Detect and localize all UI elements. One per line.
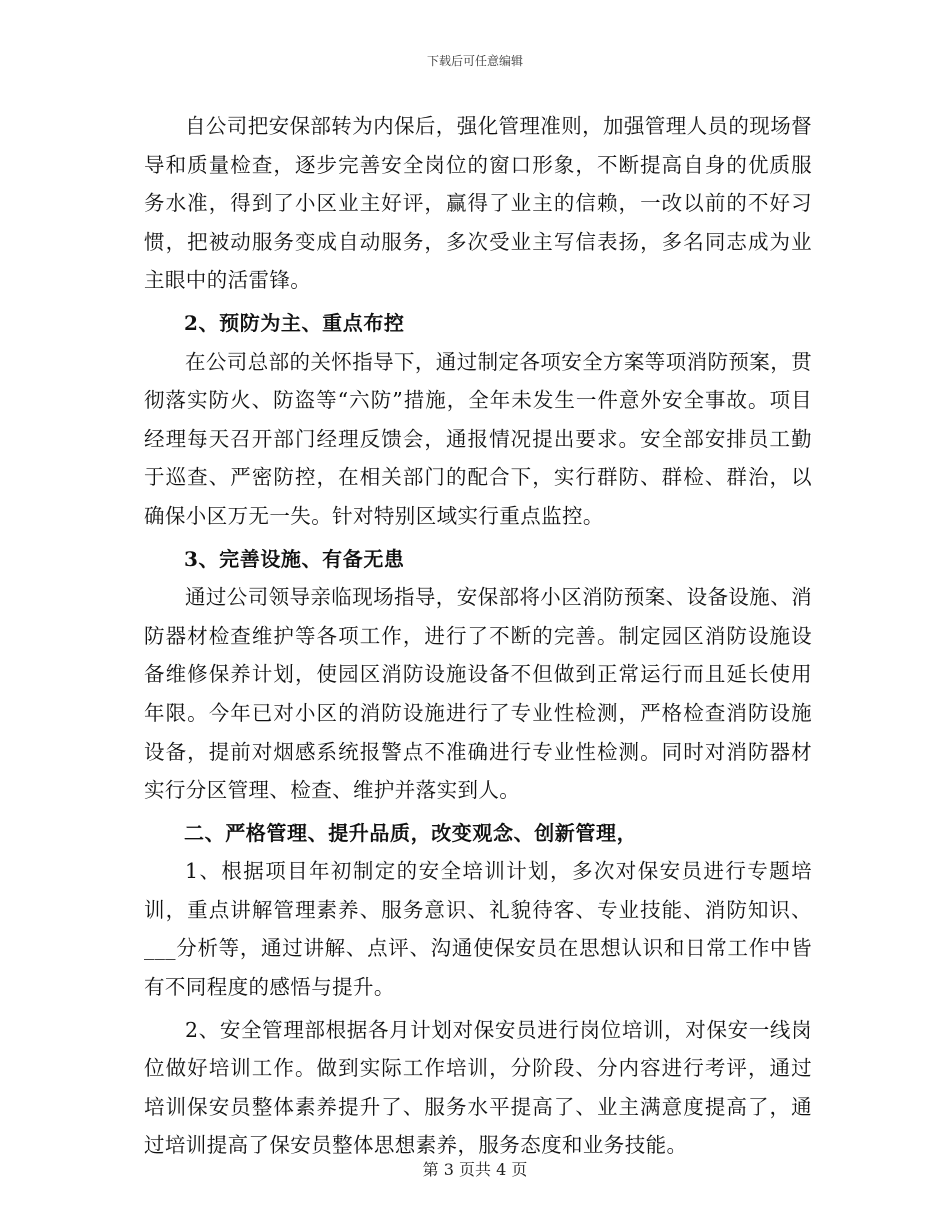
page-number: 第 3 页共 4 页 bbox=[422, 1160, 528, 1179]
paragraph-training-plan: 1、根据项目年初制定的安全培训计划，多次对保安员进行专题培训，重点讲解管理素养、服务意识、礼貌待客、专业技能、消防知识、___分析等，通过讲解、点评、沟通使保安员在思想认识和日常工作中皆有不同程度的感悟与提升。 bbox=[144, 859, 812, 1000]
heading-facilities: 3、完善设施、有备无患 bbox=[184, 546, 405, 571]
page-header: 下载后可任意编辑 bbox=[426, 54, 523, 68]
heading-management: 二、严格管理、提升品质，改变观念、创新管理， bbox=[184, 820, 638, 845]
paragraph-facilities: 通过公司领导亲临现场指导，安保部将小区消防预案、设备设施、消防器材检查维护等各项工作，进行了不断的完善。制定园区消防设施设备维修保养计划，使园区消防设施设备不但做到正常运行而且延长使用年限。今年已对小区的消防设施进行了专业性检测，严格检查消防设施设备，提前对烟感系统报警点不准确进行专业性检测。同时对消防器材实行分区管理、检查、维护并落实到人。 bbox=[144, 585, 812, 803]
document-body bbox=[144, 107, 812, 1165]
paragraph-prevention: 在公司总部的关怀指导下，通过制定各项安全方案等项消防预案，贯彻落实防火、防盗等“六防”措施，全年未发生一件意外安全事故。项目经理每天召开部门经理反馈会，通报情况提出要求。安全部安排员工勤于巡查、严密防控，在相关部门的配合下，实行群防、群检、群治，以确保小区万无一失。针对特别区域实行重点监控。 bbox=[144, 349, 812, 528]
heading-prevention: 2、预防为主、重点布控 bbox=[184, 310, 405, 335]
paragraph-post-training: 2、安全管理部根据各月计划对保安员进行岗位培训，对保安一线岗位做好培训工作。做到实际工作培训，分阶段、分内容进行考评，通过培训保安员整体素养提升了、服务水平提高了、业主满意度提高了，通过培训提高了保安员整体思想素养，服务态度和业务技能。 bbox=[144, 1017, 812, 1158]
paragraph-intro: 自公司把安保部转为内保后，强化管理准则，加强管理人员的现场督导和质量检查，逐步完善安全岗位的窗口形象，不断提高自身的优质服务水准，得到了小区业主好评，赢得了业主的信赖，一改以前的不好习惯，把被动服务变成自动服务，多次受业主写信表扬，多名同志成为业主眼中的活雷锋。 bbox=[144, 114, 812, 293]
